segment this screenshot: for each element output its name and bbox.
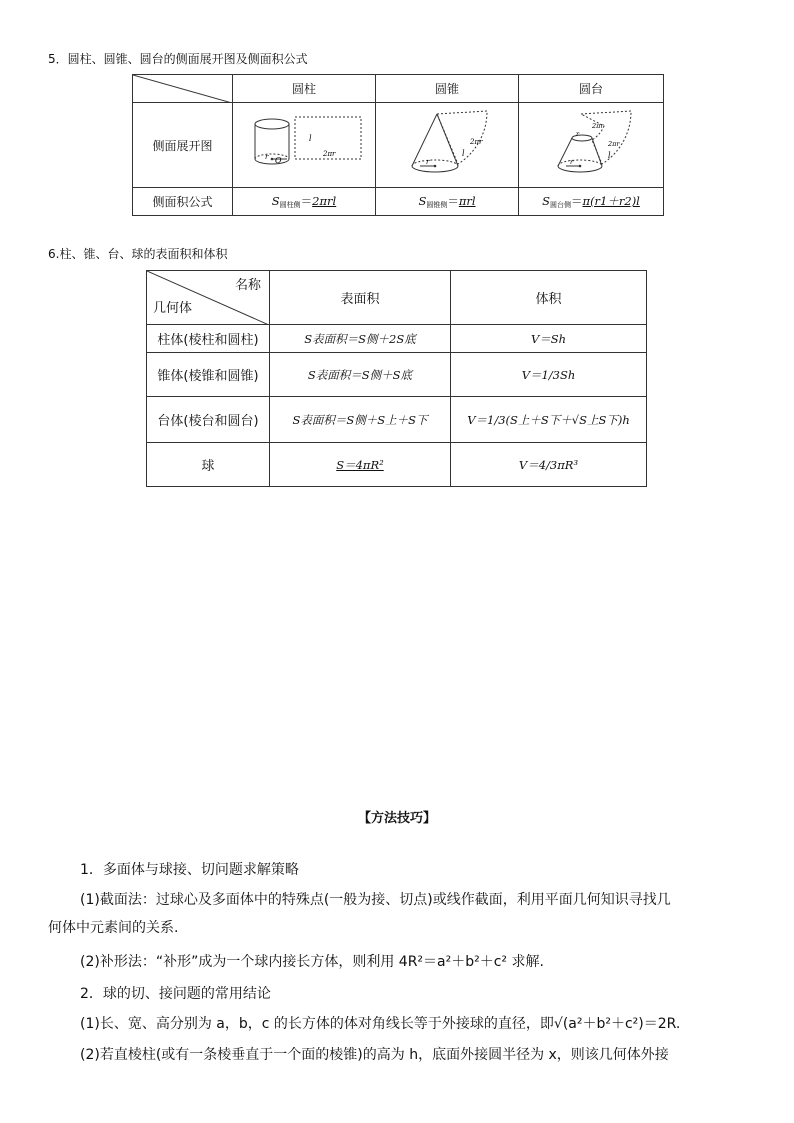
cyl-r-label: r	[265, 152, 269, 161]
cone-2pir-label: 2πr	[470, 137, 483, 146]
row-name: 台体(棱台和圆台)	[147, 397, 270, 443]
cyl-l-label: l	[309, 133, 312, 143]
section5-heading: 5．圆柱、圆锥、圆台的侧面展开图及侧面积公式	[48, 52, 308, 66]
col-header-cylinder: 圆柱	[233, 75, 376, 103]
row-name: 柱体(棱柱和圆柱)	[147, 325, 270, 353]
item1-p2: (2)补形法：“补形”成为一个球内接长方体，则利用 4R²＝a²＋b²＋c² 求解.	[80, 954, 544, 970]
cone-unfold-diagram	[382, 106, 512, 182]
col-header-cone: 圆锥	[376, 75, 519, 103]
cone-r-label: r	[426, 157, 430, 166]
corner-cell	[133, 75, 233, 103]
methods-title: 【方法技巧】	[357, 811, 436, 826]
frustum-unfold-diagram	[526, 106, 656, 182]
pyramid-surface: S表面积＝S侧＋S底	[270, 353, 451, 397]
surface-volume-table	[146, 270, 647, 487]
diagonal-line	[133, 75, 232, 103]
cone-unfold-cell	[376, 103, 519, 188]
item1-p1-line2: 何体中元素间的关系.	[48, 920, 179, 936]
corner-cell-6	[147, 271, 270, 325]
row-name: 锥体(棱锥和圆锥)	[147, 353, 270, 397]
table-row	[147, 325, 647, 353]
item2-title: 2．球的切、接问题的常用结论	[80, 986, 271, 1002]
cylinder-formula: $S_{圆柱侧}=2\pi rl$	[233, 188, 376, 216]
frustum-unfold-cell	[519, 103, 664, 188]
frus-2pir1-label: 2πr	[592, 121, 604, 130]
section6-heading: 6.柱、锥、台、球的表面积和体积	[48, 247, 228, 261]
frustum-formula: $S_{圆台侧}=\pi(r1+r2)l$	[519, 188, 664, 216]
frus-r2-label: r	[570, 157, 574, 166]
item1-p1-line1: (1)截面法：过球心及多面体中的特殊点(一般为接、切点)或线作截面，利用平面几何知识寻找几	[80, 892, 671, 908]
row-name: 球	[147, 443, 270, 487]
item2-p2: (2)若直棱柱(或有一条棱垂直于一个面的棱锥)的高为 h，底面外接圆半径为 x，则该几何体外接	[80, 1047, 669, 1063]
cone-formula: $S_{圆锥侧}=\pi rl$	[376, 188, 519, 216]
row-label-formula: 侧面积公式	[133, 188, 233, 216]
sphere-volume: V＝4/3πR³	[451, 443, 647, 487]
lateral-area-table	[132, 74, 664, 216]
prism-surface: S表面积＝S侧＋2S底	[270, 325, 451, 353]
frus-r1-label: r	[576, 129, 580, 138]
cylinder-unfold-diagram	[239, 109, 369, 179]
cylinder-unfold-cell	[233, 103, 376, 188]
frustum-surface: S表面积＝S侧＋S上＋S下	[270, 397, 451, 443]
item2-p1: (1)长、宽、高分别为 a，b，c 的长方体的体对角线长等于外接球的直径，即√(a²＋b²＋c²)＝2R.	[80, 1016, 681, 1032]
table-row	[147, 397, 647, 443]
table-row	[147, 353, 647, 397]
row-label-unfold: 侧面展开图	[133, 103, 233, 188]
col-header-frustum: 圆台	[519, 75, 664, 103]
pyramid-volume: V＝1/3Sh	[451, 353, 647, 397]
corner-name-label: 名称	[234, 278, 261, 293]
cyl-o-label: O	[275, 155, 282, 165]
corner-solid-label: 几何体	[153, 301, 193, 316]
col-header-surface: 表面积	[270, 271, 451, 325]
cyl-2pir-label: 2πr	[323, 149, 336, 158]
frus-l-label: l	[608, 150, 611, 160]
frustum-volume: V＝1/3(S上＋S下＋√S上S下)h	[451, 397, 647, 443]
col-header-volume: 体积	[451, 271, 647, 325]
item1-title: 1．多面体与球接、切问题求解策略	[80, 862, 299, 878]
sphere-surface: S＝4πR²	[270, 443, 451, 487]
table-row	[147, 443, 647, 487]
prism-volume: V＝Sh	[451, 325, 647, 353]
cone-l-label: l	[462, 148, 465, 158]
frus-2pir2-label: 2πr	[608, 139, 620, 148]
